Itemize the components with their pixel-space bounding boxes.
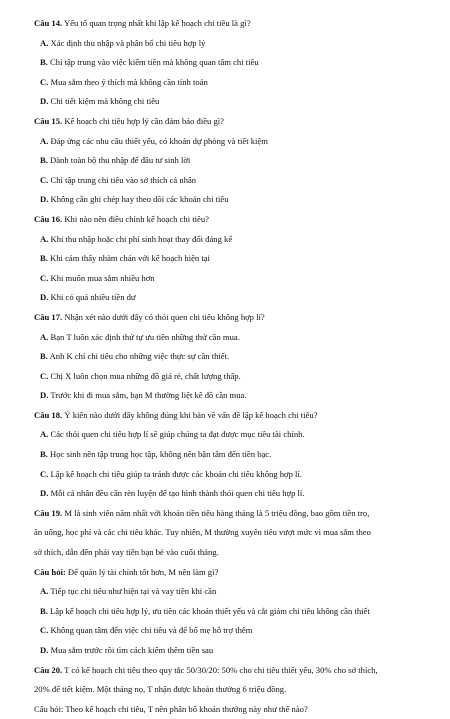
option-text: Mỗi cá nhân đều cần rèn luyện để tạo hình thành thói quen chi tiêu hợp lí.: [48, 488, 305, 499]
option-text: Xác định thu nhập và phân bổ chi tiêu hợp lý: [48, 37, 206, 48]
question-19-line-2: ăn uống, học phí và các chi tiêu khác. Tuy nhiên, M thường xuyên tiêu vượt mức vì mua sắm theo: [34, 527, 371, 538]
option-key: C.: [40, 272, 49, 283]
option-text: Khi cảm thấy nhàm chán với kế hoạch hiện tại: [47, 253, 210, 264]
option-a: [34, 582, 430, 602]
question-17: [34, 308, 430, 328]
option-key: B.: [40, 253, 48, 264]
option-key: A.: [40, 233, 49, 244]
question-16: [34, 210, 430, 230]
question-text: T có kế hoạch chi tiêu theo quy tắc 50/30/20: 50% cho chi tiêu thiết yếu, 30% cho sở thích,: [62, 664, 378, 675]
option-a: [34, 132, 430, 152]
question-20: [34, 661, 430, 681]
question-20-line-2: 20% để tiết kiệm. Một tháng nọ, T nhận được khoản thưởng 6 triệu đồng.: [34, 684, 287, 695]
question-text: Kế hoạch chi tiêu hợp lý cần đảm bảo điều gì?: [62, 115, 224, 126]
question-19: [34, 504, 430, 524]
option-a: [34, 425, 430, 445]
option-b: [34, 445, 430, 465]
question-18: [34, 406, 430, 426]
option-text: Chi tiết kiệm mà không chi tiêu: [48, 96, 160, 107]
option-d: [34, 92, 430, 112]
option-c: [34, 269, 430, 289]
option-key: D.: [40, 292, 49, 303]
question-number: Câu 15.: [34, 115, 63, 126]
option-text: Bạn T luôn xác định thứ tự ưu tiên những thứ cần mua.: [48, 331, 240, 342]
option-key: D.: [40, 645, 49, 655]
option-key: D.: [40, 390, 49, 401]
question-number: Câu 18.: [34, 409, 63, 420]
option-key: B.: [40, 351, 48, 362]
option-key: A.: [40, 37, 49, 48]
option-text: Chị X luôn chọn mua những đồ giá rẻ, chất lượng thấp.: [48, 370, 241, 381]
option-c: [34, 621, 430, 641]
option-a: [34, 34, 430, 54]
option-text: Lập kế hoạch chi tiêu hợp lý, ưu tiên các khoản thiết yếu và cắt giảm chi tiêu không cần thiết: [47, 605, 370, 616]
option-text: Khi có quá nhiều tiền dư: [48, 292, 136, 303]
question-14: [34, 14, 430, 34]
option-text: Không quan tâm đến việc chi tiêu và để bố mẹ hỗ trợ thêm: [48, 625, 253, 636]
question-text: Yếu tố quan trọng nhất khi lập kế hoạch chi tiêu là gì?: [62, 18, 251, 28]
option-text: Đáp ứng các nhu cầu thiết yếu, có khoản dự phòng và tiết kiệm: [48, 135, 268, 146]
option-text: Không cần ghi chép hay theo dõi các khoản chi tiêu: [48, 194, 229, 205]
option-b: [34, 347, 430, 367]
option-key: C.: [40, 370, 49, 381]
option-key: A.: [40, 586, 49, 597]
option-key: B.: [40, 155, 48, 166]
question-15: [34, 112, 430, 132]
option-key: C.: [40, 625, 49, 636]
option-c: [34, 465, 430, 485]
option-d: [34, 288, 430, 308]
option-text: Chỉ tập trung chi tiêu vào sở thích cá nhân: [48, 174, 197, 185]
option-a: [34, 328, 430, 348]
option-key: D.: [40, 194, 49, 205]
option-text: Khi thu nhập hoặc chi phí sinh hoạt thay đổi đáng kể: [48, 233, 233, 244]
option-text: Dành toàn bộ thu nhập để đầu tư sinh lời: [47, 155, 191, 166]
option-d: [34, 641, 430, 661]
option-key: C.: [40, 76, 49, 87]
option-key: D.: [40, 488, 49, 499]
question-text: Nhận xét nào dưới đây có thói quen chi tiêu không hợp lí?: [62, 311, 265, 322]
option-c: [34, 73, 430, 93]
option-text: Khi muốn mua sắm nhiều hơn: [48, 272, 155, 283]
option-key: B.: [40, 57, 48, 68]
question-number: Câu 19.: [34, 507, 63, 518]
option-text: Tiếp tục chi tiêu như hiện tại và vay tiền khi cần: [48, 586, 217, 597]
question-20-sub-question: Câu hỏi: Theo kế hoạch chi tiêu, T nên phân bổ khoản thưởng này như thế nào?: [34, 703, 308, 714]
option-d: [34, 190, 430, 210]
sub-question-label: Câu hỏi:: [34, 566, 66, 577]
question-number: Câu 20.: [34, 664, 63, 675]
question-text: Khi nào nên điều chỉnh kế hoạch chi tiêu?: [62, 213, 209, 224]
option-b: [34, 53, 430, 73]
question-number: Câu 14.: [34, 18, 63, 28]
option-key: C.: [40, 468, 49, 479]
option-key: A.: [40, 429, 49, 440]
option-d: [34, 386, 430, 406]
question-number: Câu 17.: [34, 311, 63, 322]
option-text: Các thói quen chi tiêu hợp lí sẽ giúp chúng ta đạt được mục tiêu tài chính.: [48, 429, 305, 440]
question-19-line-3: sở thích, dẫn đến phải vay tiền bạn bè vào cuối tháng.: [34, 547, 219, 558]
option-text: Anh K chỉ chi tiêu cho những việc thực sự cần thiết.: [47, 351, 230, 362]
question-text: M là sinh viên năm nhất với khoản tiền tiêu hàng tháng là 5 triệu đồng, bao gồm tiền trọ,: [62, 507, 370, 518]
option-key: B.: [40, 605, 48, 616]
question-number: Câu 16.: [34, 213, 63, 224]
option-text: Trước khi đi mua sắm, bạn M thường liệt kê đồ cần mua.: [48, 390, 247, 401]
option-b: [34, 151, 430, 171]
option-c: [34, 367, 430, 387]
option-key: A.: [40, 135, 49, 146]
option-b: [34, 249, 430, 269]
option-key: A.: [40, 331, 49, 342]
option-text: Mua sắm trước rồi tìm cách kiếm thêm tiền sau: [48, 645, 214, 655]
question-19-sub-question: [34, 563, 430, 583]
option-text: Học sinh nên tập trung học tập, không nên bận tâm đến tiền bạc.: [47, 449, 272, 460]
sub-question-text: Để quản lý tài chính tốt hơn, M nên làm gì?: [65, 566, 219, 577]
option-key: D.: [40, 96, 49, 107]
option-key: C.: [40, 174, 49, 185]
option-d: [34, 484, 430, 504]
option-b: [34, 602, 430, 622]
question-text: Ý kiến nào dưới đây không đúng khi bàn về vấn đề lập kế hoạch chi tiêu?: [62, 409, 318, 420]
option-c: [34, 171, 430, 191]
option-key: B.: [40, 449, 48, 460]
option-a: [34, 230, 430, 250]
option-text: Lập kế hoạch chi tiêu giúp ta tránh được các khoản chi tiêu không hợp lí.: [48, 468, 302, 479]
option-text: Mua sắm theo ý thích mà không cần tính toán: [48, 76, 208, 87]
option-text: Chỉ tập trung vào việc kiếm tiền mà không quan tâm chi tiêu: [47, 57, 259, 68]
